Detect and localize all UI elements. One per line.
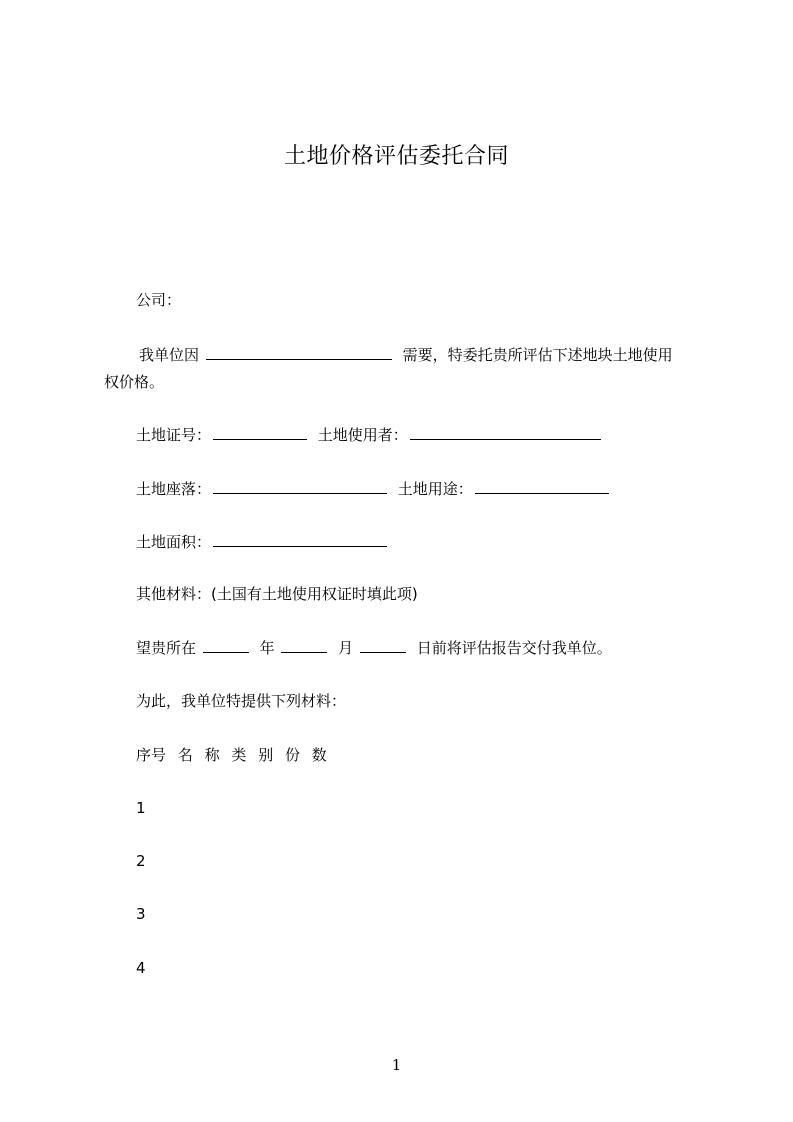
location-blank[interactable] [213, 479, 387, 494]
area-blank[interactable] [213, 532, 387, 547]
table-row: 2 [136, 852, 146, 870]
usage-label: 土地用途： [397, 480, 473, 498]
area-line [136, 532, 393, 552]
document-title: 土地价格评估委托合同 [283, 144, 509, 169]
day-blank[interactable] [360, 638, 406, 653]
deadline-month: 月 [338, 639, 354, 657]
usage-blank[interactable] [475, 479, 609, 494]
header-category-1: 类 [231, 746, 247, 764]
certificate-label: 土地证号： [136, 426, 212, 444]
header-name-2: 称 [204, 746, 220, 764]
header-count-1: 份 [284, 746, 300, 764]
reason-blank[interactable] [206, 345, 392, 360]
year-blank[interactable] [203, 638, 249, 653]
deadline-suffix: 日前将评估报告交付我单位。 [416, 639, 612, 657]
location-label: 土地座落： [136, 480, 212, 498]
intro-continuation: 权价格。 [104, 373, 165, 391]
deadline-line [136, 638, 612, 658]
deadline-prefix: 望贵所在 [136, 639, 197, 657]
certificate-blank[interactable] [213, 425, 307, 440]
header-count-2: 数 [311, 746, 327, 764]
salutation: 公司： [136, 291, 182, 309]
header-category-2: 别 [258, 746, 274, 764]
header-serial: 序号 [136, 746, 167, 764]
page-number: 1 [391, 1056, 402, 1074]
intro-prefix: 我单位因 [139, 346, 200, 364]
table-header [136, 745, 334, 765]
user-blank[interactable] [410, 425, 601, 440]
deadline-year: 年 [259, 639, 275, 657]
table-row: 4 [136, 959, 146, 977]
certificate-user-line [136, 425, 607, 445]
location-usage-line [136, 479, 615, 499]
area-label: 土地面积： [136, 533, 212, 551]
table-row: 1 [136, 799, 146, 817]
intro-line [139, 345, 673, 365]
other-materials: 其他材料：(土国有土地使用权证时填此项) [136, 585, 418, 603]
header-name-1: 名 [177, 746, 193, 764]
month-blank[interactable] [281, 638, 327, 653]
provide-statement: 为此，我单位特提供下列材料： [136, 692, 347, 710]
user-label: 土地使用者： [317, 426, 408, 444]
table-row: 3 [136, 905, 146, 923]
intro-suffix: 需要，特委托贵所评估下述地块土地使用 [402, 346, 673, 364]
